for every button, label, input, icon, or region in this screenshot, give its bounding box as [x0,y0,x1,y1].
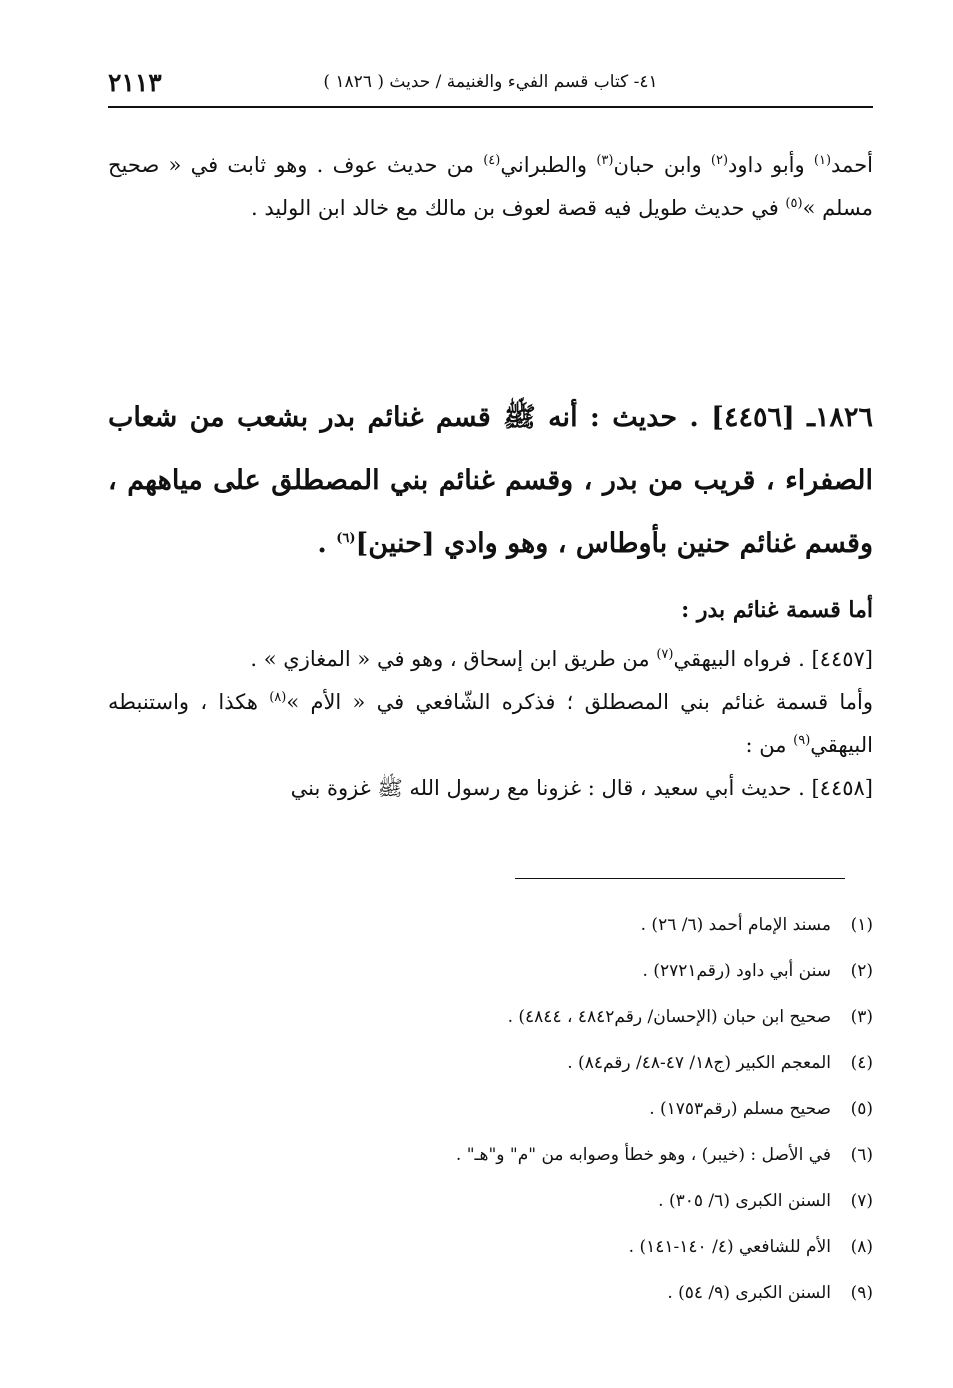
footnote-ref-2: (٢) [710,153,729,168]
footnote-ref-6: (٦) [336,531,356,546]
footnote-text: صحيح ابن حبان (الإحسان/ رقم٤٨٤٢ ، ٤٨٤٤) . [507,1007,831,1027]
p1-text-1: [٤٤٥٧] . فرواه البيهقي [673,647,873,671]
footnote-number: (٦) [850,1145,873,1165]
footnote-3 [108,994,873,1040]
footnote-5 [108,1086,873,1132]
footnote-number: (٣) [850,1007,873,1027]
footnote-text: السنن الكبرى (٦/ ٣٠٥) . [658,1191,831,1211]
intro-text-6: في حديث طويل فيه قصة لعوف بن مالك مع خالد ابن الوليد . [251,196,786,220]
footnote-text: سنن أبي داود (رقم٢٧٢١) . [642,961,831,981]
footnote-text: صحيح مسلم (رقم١٧٥٣) . [649,1099,831,1119]
footnote-7 [108,1178,873,1224]
footnote-ref-9: (٩) [793,733,811,748]
paragraph-4458 [108,767,873,810]
p3-text-1: [٤٤٥٨] . حديث أبي سعيد ، قال : غزونا مع رسول الله ﷺ غزوة بني [290,776,873,800]
intro-text-3: وابن حبان [613,153,711,177]
p2-text-2: هكذا ، واستنبطه البيهقي [108,690,873,757]
intro-text-1: أحمد [831,153,874,177]
footnote-ref-7: (٧) [656,647,674,662]
hadith-text-end: . [317,528,337,559]
footnote-ref-3: (٣) [596,153,614,168]
hadith-text: ١٨٢٦ـ [٤٤٥٦] . حديث : أنه ﷺ قسم غنائم بدر بشعب من شعاب الصفراء ، قريب من بدر ، وقسم غنائم بني المصطلق على مياههم ، وقسم غنائم حنين بأوطاس ، وهو وادي [حنين] [108,402,873,559]
page-header [108,60,873,108]
footnote-number: (٧) [850,1191,873,1211]
paragraph-4457 [108,638,873,681]
hadith-paragraph [108,386,873,575]
running-title: ٤١- كتاب قسم الفيء والغنيمة / حديث ( ١٨٢٦ ) [323,72,658,92]
p1-text-2: من طريق ابن إسحاق ، وهو في « المغازي » . [250,647,657,671]
body-text [108,638,873,810]
intro-paragraph [108,144,873,230]
footnote-8 [108,1224,873,1270]
footnote-text: الأم للشافعي (٤/ ١٤٠-١٤١) . [628,1237,831,1257]
footnote-text: في الأصل : (خيبر) ، وهو خطأ وصوابه من "م" و"هـ" . [455,1145,831,1165]
footnote-1 [108,902,873,948]
footnote-number: (١) [850,915,873,935]
footnote-number: (٨) [850,1237,873,1257]
footnote-text: مسند الإمام أحمد (٦/ ٢٦) . [640,915,831,935]
page-number: ٢١١٣ [108,68,162,97]
intro-text-5: من حديث عوف . وهو ثابت في « صحيح مسلم » [108,153,873,220]
footnote-ref-1: (١) [813,153,832,168]
footnote-text: المعجم الكبير (ج١٨/ ٤٧-٤٨/ رقم٨٤) . [567,1053,831,1073]
footnotes-list [108,902,873,1316]
intro-text-2: وأبو داود [728,153,814,177]
footnote-number: (٩) [850,1283,873,1303]
footnote-text: السنن الكبرى (٩/ ٥٤) . [667,1283,831,1303]
footnote-6 [108,1132,873,1178]
section-subheading: أما قسمة غنائم بدر : [681,597,873,623]
paragraph-mustaliq [108,681,873,767]
footnote-number: (٤) [850,1053,873,1073]
intro-text-4: والطبراني [500,153,597,177]
footnote-4 [108,1040,873,1086]
p2-text-3: من : [745,733,794,757]
footnote-ref-5: (٥) [785,196,803,211]
footnote-ref-4: (٤) [483,153,501,168]
book-page [108,60,873,1360]
footnote-number: (٥) [850,1099,873,1119]
footnote-number: (٢) [850,961,873,981]
footnote-9 [108,1270,873,1316]
footnote-2 [108,948,873,994]
footnote-separator [515,878,845,879]
p2-text-1: وأما قسمة غنائم بني المصطلق ؛ فذكره الشّافعي في « الأم » [286,690,873,714]
footnote-ref-8: (٨) [269,690,287,705]
